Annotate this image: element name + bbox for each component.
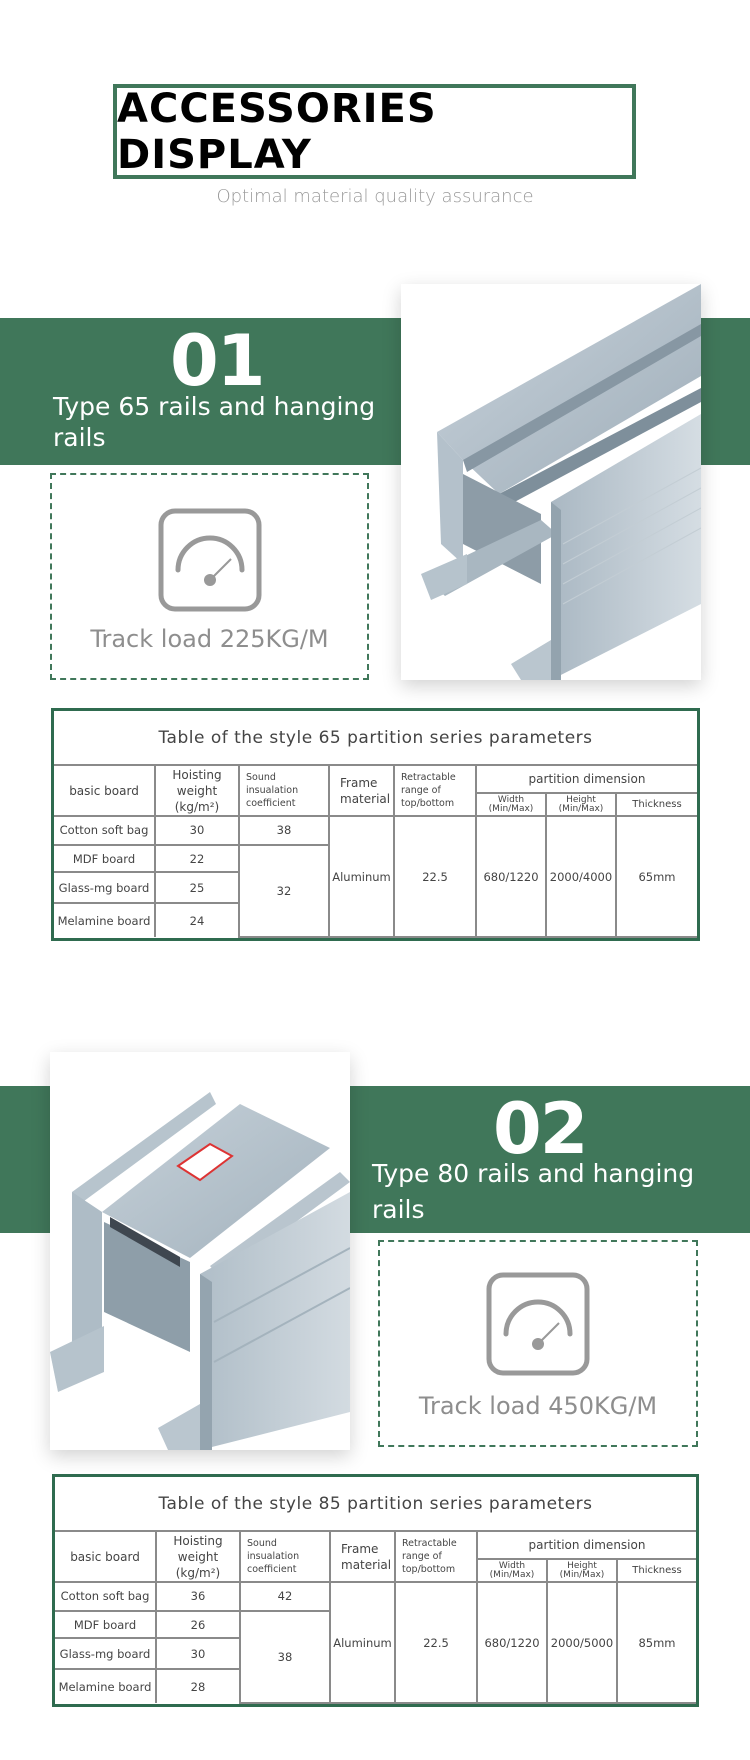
cell-board: Cotton soft bag	[54, 816, 155, 845]
title-box	[113, 84, 636, 179]
header-frame-material: Frame material	[329, 766, 394, 816]
header-partition-dimension: partition dimension	[477, 1532, 696, 1559]
section-02-heading: Type 80 rails and hanging rails	[372, 1159, 695, 1224]
table-row	[54, 816, 697, 845]
header-retractable-range: Retractable range of top/bottom	[395, 1532, 477, 1582]
cell-board: Melamine board	[55, 1669, 156, 1703]
header-width-label: Width	[497, 794, 525, 805]
cell-board: Glass-mg board	[55, 1638, 156, 1669]
section-01-load-card	[50, 473, 369, 680]
page-title: ACCESSORIES DISPLAY	[117, 85, 437, 178]
header-width	[476, 793, 546, 816]
cell-thickness: 85mm	[617, 1582, 696, 1703]
header-thickness: Thickness	[617, 1559, 696, 1582]
header-hoisting-weight	[156, 1532, 240, 1582]
header-height	[546, 793, 616, 816]
cell-retractable-range: 22.5	[394, 816, 476, 937]
rail-profile-image-65	[401, 284, 701, 680]
cell-frame-material: Aluminum	[329, 816, 394, 937]
cell-height: 2000/4000	[546, 816, 616, 937]
header-basic-board: basic board	[54, 766, 155, 816]
header-width	[477, 1559, 547, 1582]
cell-frame-material: Aluminum	[330, 1582, 395, 1703]
cell-board: MDF board	[55, 1611, 156, 1639]
section-01-number: 01	[170, 320, 264, 402]
section-01-heading: Type 65 rails and hanging rails	[53, 392, 376, 452]
header-thickness: Thickness	[616, 793, 697, 816]
cell-weight: 26	[156, 1611, 240, 1639]
section-01-product-image	[401, 284, 701, 680]
header-hoisting-weight	[155, 766, 239, 816]
gauge-icon	[158, 508, 262, 612]
rail-profile-image-80	[50, 1052, 350, 1450]
cell-weight: 28	[156, 1669, 240, 1703]
section-02-parameter-table	[52, 1474, 699, 1707]
section-02-load-card	[378, 1240, 698, 1447]
header-partition-dimension: partition dimension	[476, 766, 697, 793]
cell-board: Melamine board	[54, 903, 155, 937]
cell-weight: 30	[155, 816, 239, 845]
section-01-parameter-table	[51, 708, 700, 941]
header-height-unit: (Min/Max)	[559, 1569, 605, 1580]
header-height-label: Height	[566, 794, 596, 805]
header-sound-insulation: Sound insualation coefficient	[239, 766, 329, 816]
header-sound-insulation: Sound insualation coefficient	[240, 1532, 330, 1582]
header-width-unit: (Min/Max)	[489, 1569, 535, 1580]
parameter-table	[54, 766, 697, 938]
page-subtitle: Optimal material quality assurance	[216, 186, 534, 207]
header-hoisting-weight-label: Hoisting weight	[172, 767, 222, 798]
track-load-label: Track load 450KG/M	[418, 1392, 658, 1420]
cell-board: Cotton soft bag	[55, 1582, 156, 1611]
cell-board: MDF board	[54, 845, 155, 873]
parameter-table	[55, 1532, 696, 1704]
cell-weight: 36	[156, 1582, 240, 1611]
header-basic-board: basic board	[55, 1532, 156, 1582]
track-load-label: Track load 225KG/M	[90, 625, 329, 653]
cell-width: 680/1220	[476, 816, 546, 937]
cell-sound: 38	[239, 816, 329, 845]
cell-sound: 42	[240, 1582, 330, 1611]
header-hoisting-weight-unit: (kg/m²)	[175, 1565, 221, 1580]
table-title: Table of the style 65 partition series parameters	[54, 711, 697, 766]
header-frame-material: Frame material	[330, 1532, 395, 1582]
header-width-label: Width	[498, 1560, 526, 1571]
header-width-unit: (Min/Max)	[488, 803, 534, 814]
cell-thickness: 65mm	[616, 816, 697, 937]
header-height-unit: (Min/Max)	[558, 803, 604, 814]
cell-height: 2000/5000	[547, 1582, 617, 1703]
cell-weight: 22	[155, 845, 239, 873]
cell-sound: 32	[239, 845, 329, 937]
header-height	[547, 1559, 617, 1582]
gauge-icon	[486, 1272, 590, 1376]
cell-retractable-range: 22.5	[395, 1582, 477, 1703]
cell-sound: 38	[240, 1611, 330, 1703]
header-hoisting-weight-unit: (kg/m²)	[174, 799, 220, 814]
table-title: Table of the style 85 partition series parameters	[55, 1477, 696, 1532]
section-02-product-image	[50, 1052, 350, 1450]
header-hoisting-weight-label: Hoisting weight	[173, 1533, 223, 1564]
header-height-label: Height	[567, 1560, 597, 1571]
section-02-number: 02	[493, 1088, 587, 1170]
header-retractable-range: Retractable range of top/bottom	[394, 766, 476, 816]
cell-weight: 25	[155, 872, 239, 903]
cell-board: Glass-mg board	[54, 872, 155, 903]
cell-weight: 30	[156, 1638, 240, 1669]
table-row	[55, 1582, 696, 1611]
cell-weight: 24	[155, 903, 239, 937]
cell-width: 680/1220	[477, 1582, 547, 1703]
